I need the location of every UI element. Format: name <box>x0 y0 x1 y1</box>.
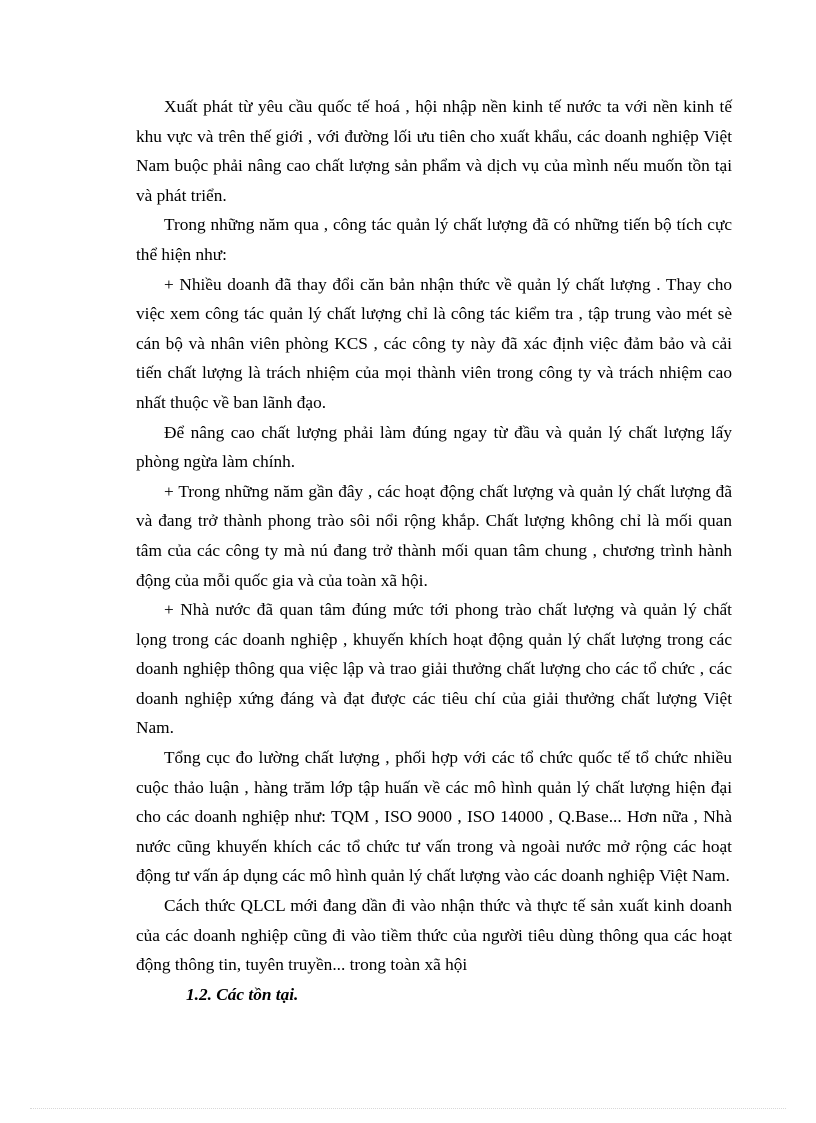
paragraph-directorate: Tổng cục đo lường chất lượng , phối hợp với các tổ chức quốc tế tổ chức nhiều cuộc thảo luận , hàng trăm lớp tập huấn về các mô hình quản lý chất lượng hiện đại cho các doanh nghiệp như: TQM , ISO 9000 , ISO 14000 , Q.Base... Hơn nữa , Nhà nước cũng khuyến khích các tổ chức tư vấn trong và ngoài nước mở rộng các hoạt động tư vấn áp dụng các mô hình quản lý chất lượng vào các doanh nghiệp Việt Nam. <box>136 748 732 886</box>
paragraph-intro: Xuất phát từ yêu cầu quốc tế hoá , hội nhập nền kinh tế nước ta với nền kinh tế khu vực và trên thế giới , với đường lối ưu tiên cho xuất khẩu, các doanh nghiệp Việt Nam buộc phải nâng cao chất lượng sản phẩm và dịch vụ của mình nếu muốn tồn tại và phát triển. <box>136 97 732 205</box>
paragraph-qlcl: Cách thức QLCL mới đang dần đi vào nhận thức và thực tế sản xuất kinh doanh của các doanh nghiệp cũng đi vào tiềm thức của người tiêu dùng thông qua các hoạt động thông tin, tuyên truyền... trong toàn xã hội <box>136 896 732 975</box>
section-heading: 1.2. Các tồn tại. <box>186 984 299 1004</box>
paragraph-prevention: Để nâng cao chất lượng phải làm đúng ngay từ đầu và quản lý chất lượng lấy phòng ngừa làm chính. <box>136 422 732 472</box>
page-bottom-border <box>30 1108 786 1109</box>
paragraph-awareness: + Nhiều doanh đã thay đổi căn bản nhận thức về quản lý chất lượng . Thay cho việc xem công tác quản lý chất lượng chỉ là công tác kiểm tra , tập trung vào mét sè cán bộ và nhân viên phòng KCS , các công ty này đã xác định việc đảm bảo và cải tiến chất lượng là trách nhiệm của mọi thành viên trong công ty và trách nhiệm cao nhất thuộc về ban lãnh đạo. <box>136 274 732 412</box>
paragraph-state: + Nhà nước đã quan tâm đúng mức tới phong trào chất lượng và quản lý chất lọng trong các doanh nghiệp , khuyến khích hoạt động quản lý chất lượng trong các doanh nghiệp thông qua việc lập và trao giải thưởng chất lượng cho các tổ chức , các doanh nghiệp xứng đáng và đạt được các tiêu chí của giải thưởng chất lượng Việt Nam. <box>136 600 732 738</box>
paragraph-progress: Trong những năm qua , công tác quản lý chất lượng đã có những tiến bộ tích cực thể hiện như: <box>136 215 732 264</box>
document-body <box>136 92 732 1009</box>
paragraph-movement: + Trong những năm gần đây , các hoạt động chất lượng và quản lý chất lượng đã và đang trở thành phong trào sôi nổi rộng khắp. Chất lượng không chỉ là mối quan tâm của các công ty mà nú đang trở thành mối quan tâm chung , chương trình hành động của mỗi quốc gia và của toàn xã hội. <box>136 481 732 590</box>
